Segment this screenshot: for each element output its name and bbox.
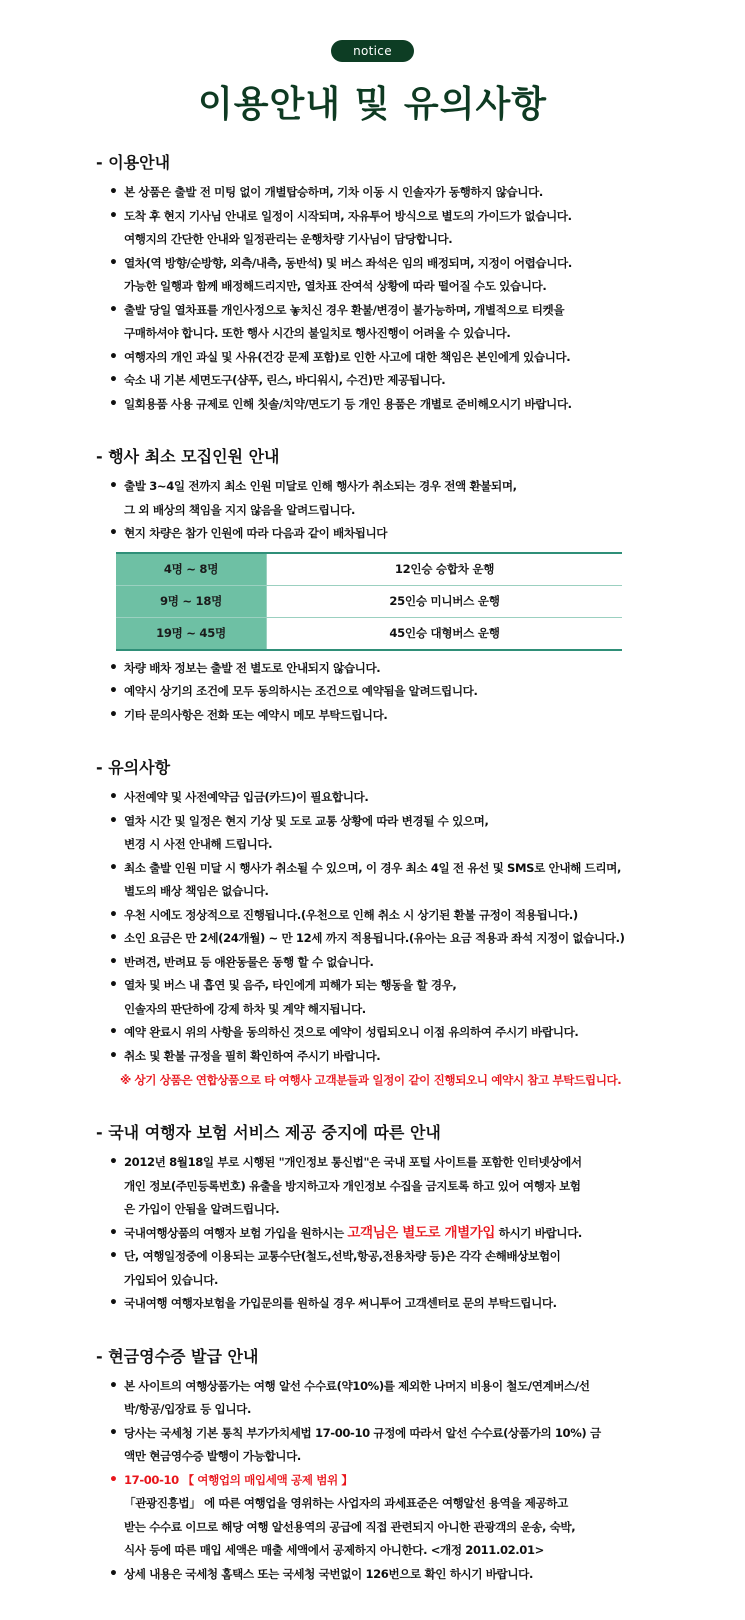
list-item-text: 가능한 일행과 함께 배정해드리지만, 열차표 잔여석 상황에 따라 떨어질 수도 있습니다. bbox=[124, 279, 547, 293]
table-row bbox=[116, 585, 622, 617]
list-item bbox=[96, 181, 656, 205]
people-cell: 4명 ~ 8명 bbox=[116, 553, 267, 586]
list-item-text: 은 가입이 안됨을 알려드립니다. bbox=[124, 1202, 280, 1216]
list-item bbox=[96, 810, 656, 857]
receipt-list bbox=[96, 1375, 656, 1587]
list-item-text: 하시기 바랍니다. bbox=[495, 1225, 582, 1240]
list-item-text: • 숙소 내 기본 세면도구(샴푸, 린스, 바디워시, 수건)만 제공됩니다. bbox=[124, 373, 446, 387]
list-item-text: • 여행자의 개인 과실 및 사유(건강 문제 포함)로 인한 사고에 대한 책임은 본인에게 있습니다. bbox=[124, 349, 571, 364]
insurance-list bbox=[96, 1151, 656, 1316]
list-item-text: 액만 현금영수증 발행이 가능합니다. bbox=[124, 1449, 301, 1463]
usage-section bbox=[96, 150, 656, 416]
minimum-section bbox=[96, 444, 656, 727]
cautions-section bbox=[96, 755, 656, 1092]
list-item-text: • 본 사이트의 여행상품가는 여행 알선 수수료(약10%)를 제외한 나머지 비용이 철도/연계버스/선 bbox=[124, 1378, 590, 1393]
list-item bbox=[96, 1151, 656, 1222]
minimum-list-bottom bbox=[96, 657, 656, 728]
vehicle-cell: 45인승 대형버스 운행 bbox=[267, 617, 623, 650]
list-item bbox=[96, 904, 656, 928]
list-item-text: • 일회용품 사용 규제로 인해 칫솔/치약/면도기 등 개인 용품은 개별로 준비해오시기 바랍니다. bbox=[124, 396, 572, 411]
list-item bbox=[96, 1222, 656, 1246]
list-item bbox=[96, 1422, 656, 1469]
list-item-text: • 단, 여행일정중에 이용되는 교통수단(철도,선박,항공,전용차량 등)은 각각 손해배상보험이 bbox=[124, 1249, 561, 1263]
receipt-section bbox=[96, 1344, 656, 1587]
list-item-text: 별도의 배상 책임은 없습니다. bbox=[124, 884, 269, 898]
list-item-text: • 예약 완료시 위의 사항을 동의하신 것으로 예약이 성립되오니 이점 유의하여 주시기 바랍니다. bbox=[124, 1025, 579, 1039]
list-item-text: • 사전예약 및 사전예약금 입금(카드)이 필요합니다. bbox=[124, 790, 369, 804]
list-item-text: 구매하셔야 합니다. 또한 행사 시간의 불일치로 행사진행이 어려울 수 있습니다. bbox=[124, 326, 511, 340]
regulation-heading: • 17-00-10 【 여행업의 매입세액 공제 범위 】 bbox=[124, 1472, 353, 1487]
list-item bbox=[96, 927, 656, 951]
list-item bbox=[96, 951, 656, 975]
list-item-text: 그 외 배상의 책임을 지지 않음을 알려드립니다. bbox=[124, 502, 356, 517]
list-item-text: 가입되어 있습니다. bbox=[124, 1272, 219, 1287]
receipt-section-title: - 현금영수증 발급 안내 bbox=[96, 1346, 259, 1366]
list-item-text: 박/항공/입장료 등 입니다. bbox=[124, 1402, 251, 1416]
list-item-text: • 본 상품은 출발 전 미팅 없이 개별탑승하며, 기차 이동 시 인솔자가 동행하지 않습니다. bbox=[124, 185, 543, 199]
list-item bbox=[96, 857, 656, 904]
list-item-text: • 국내여행 여행자보험을 가입문의를 원하실 경우 써니투어 고객센터로 문의 부탁드립니다. bbox=[124, 1296, 557, 1310]
people-cell: 19명 ~ 45명 bbox=[116, 617, 267, 650]
list-item-text: 인솔자의 판단하에 강제 하차 및 계약 해지됩니다. bbox=[124, 1001, 366, 1016]
cautions-section-title: - 유의사항 bbox=[96, 758, 171, 777]
list-item bbox=[96, 1563, 656, 1587]
list-item bbox=[96, 1245, 656, 1292]
list-item bbox=[96, 704, 656, 728]
list-item-text: • 열차(역 방향/순방향, 외측/내측, 동반석) 및 버스 좌석은 임의 배정되며, 지정이 어렵습니다. bbox=[124, 255, 572, 270]
list-item-text: • 출발 당일 열차표를 개인사정으로 놓치신 경우 환불/변경이 불가능하며, 개별적으로 티켓을 bbox=[124, 302, 565, 317]
table-row bbox=[116, 617, 622, 650]
insurance-section bbox=[96, 1120, 656, 1316]
vehicle-table bbox=[116, 552, 622, 651]
list-item-text: • 열차 시간 및 일정은 현지 기상 및 도로 교통 상황에 따라 변경될 수 있으며, bbox=[124, 813, 489, 828]
list-item bbox=[96, 252, 656, 299]
list-item-text: • 취소 및 환불 규정을 필히 확인하여 주시기 바랍니다. bbox=[124, 1048, 381, 1063]
cautions-list bbox=[96, 786, 656, 1068]
page-title: 이용안내 및 유의사항 bbox=[197, 84, 548, 125]
list-item-text: • 출발 3~4일 전까지 최소 인원 미달로 인해 행사가 취소되는 경우 전액 환불되며, bbox=[124, 479, 517, 493]
list-item bbox=[96, 680, 656, 704]
list-item bbox=[96, 346, 656, 370]
vehicle-cell: 12인승 승합차 운행 bbox=[267, 553, 623, 586]
list-item-text: • 도착 후 현지 기사님 안내로 일정이 시작되며, 자유투어 방식으로 별도의 가이드가 없습니다. bbox=[124, 208, 572, 223]
list-item-text: 국내여행상품의 여행자 보험 가입을 원하시는 bbox=[124, 1225, 348, 1240]
list-item-text: • 열차 및 버스 내 흡연 및 음주, 타인에게 피해가 되는 행동을 할 경우, bbox=[124, 978, 457, 992]
list-item bbox=[96, 657, 656, 681]
list-item bbox=[96, 974, 656, 1021]
list-item-text: • 기타 문의사항은 전화 또는 예약시 메모 부탁드립니다. bbox=[124, 707, 388, 722]
list-item-text: • 반려견, 반려묘 등 애완동물은 동행 할 수 없습니다. bbox=[124, 954, 374, 969]
list-item bbox=[96, 1021, 656, 1045]
list-item-text: 「관광진흥법」 에 따른 여행업을 영위하는 사업자의 과세표준은 여행알선 용역을 제공하고 bbox=[124, 1496, 568, 1510]
list-item bbox=[96, 369, 656, 393]
notice-content bbox=[96, 150, 656, 1614]
list-item-text: • 현지 차량은 참가 인원에 따라 다음과 같이 배차됩니다 bbox=[124, 526, 388, 540]
people-cell: 9명 ~ 18명 bbox=[116, 585, 267, 617]
list-item-text: • 소인 요금은 만 2세(24개월) ~ 만 12세 까지 적용됩니다.(유아는 요금 적용과 좌석 지정이 없습니다.) bbox=[124, 931, 625, 945]
usage-section-title: - 이용안내 bbox=[96, 153, 171, 172]
list-item-text: • 우천 시에도 정상적으로 진행됩니다.(우천으로 인해 취소 시 상기된 환불 규정이 적용됩니다.) bbox=[124, 907, 578, 922]
list-item-text: • 상세 내용은 국세청 홈택스 또는 국세청 국번없이 126번으로 확인 하시기 바랍니다. bbox=[124, 1566, 533, 1581]
usage-list bbox=[96, 181, 656, 416]
insurance-section-title: - 국내 여행자 보험 서비스 제공 중지에 따른 안내 bbox=[96, 1123, 441, 1142]
list-item-text: 개인 정보(주민등록번호) 유출을 방지하고자 개인정보 수집을 금지토록 하고 있어 여행자 보험 bbox=[124, 1178, 581, 1193]
list-item bbox=[96, 1469, 656, 1563]
list-item-text: • 당사는 국세청 기본 통칙 부가가치세법 17-00-10 규정에 따라서 알선 수수료(상품가의 10%) 금 bbox=[124, 1425, 601, 1440]
page-header bbox=[0, 0, 745, 127]
list-item bbox=[96, 205, 656, 252]
list-item bbox=[96, 393, 656, 417]
list-item bbox=[96, 1045, 656, 1069]
table-row bbox=[116, 553, 622, 586]
minimum-list-top bbox=[96, 475, 656, 546]
list-item-text: • 최소 출발 인원 미달 시 행사가 취소될 수 있으며, 이 경우 최소 4일 전 유선 및 SMS로 안내해 드리며, bbox=[124, 860, 621, 875]
list-item-text: • 예약시 상기의 조건에 모두 동의하시는 조건으로 예약됨을 알려드립니다. bbox=[124, 684, 478, 698]
joint-product-warning: ※ 상기 상품은 연합상품으로 타 여행사 고객분들과 일정이 같이 진행되오니 예약시 참고 부탁드립니다. bbox=[120, 1073, 622, 1087]
list-item-text: • 차량 배차 정보는 출발 전 별도로 안내되지 않습니다. bbox=[124, 660, 381, 675]
list-item bbox=[96, 786, 656, 810]
list-item-text: 받는 수수료 이므로 해당 여행 알선용역의 공급에 직접 관련되지 아니한 관광객의 운송, 숙박, bbox=[124, 1519, 576, 1534]
list-item bbox=[96, 1375, 656, 1422]
list-item bbox=[96, 299, 656, 346]
notice-badge: notice bbox=[331, 40, 414, 62]
vehicle-cell: 25인승 미니버스 운행 bbox=[267, 585, 623, 617]
list-item bbox=[96, 475, 656, 522]
list-item bbox=[96, 522, 656, 546]
list-item bbox=[96, 1292, 656, 1316]
list-item-text: • 2012년 8월18일 부로 시행된 "개인정보 통신법"은 국내 포털 사이트를 포함한 인터넷상에서 bbox=[124, 1155, 582, 1169]
list-item-text: 변경 시 사전 안내해 드립니다. bbox=[124, 837, 273, 851]
minimum-section-title: - 행사 최소 모집인원 안내 bbox=[96, 447, 280, 466]
list-item-text: 여행지의 간단한 안내와 일정관리는 운행차량 기사님이 담당합니다. bbox=[124, 232, 453, 246]
highlight-text: 고객님은 별도로 개별가입 bbox=[347, 1224, 496, 1241]
list-item-text: 식사 등에 따른 매입 세액은 매출 세액에서 공제하지 아니한다. <개정 2011.02.01> bbox=[124, 1543, 544, 1557]
